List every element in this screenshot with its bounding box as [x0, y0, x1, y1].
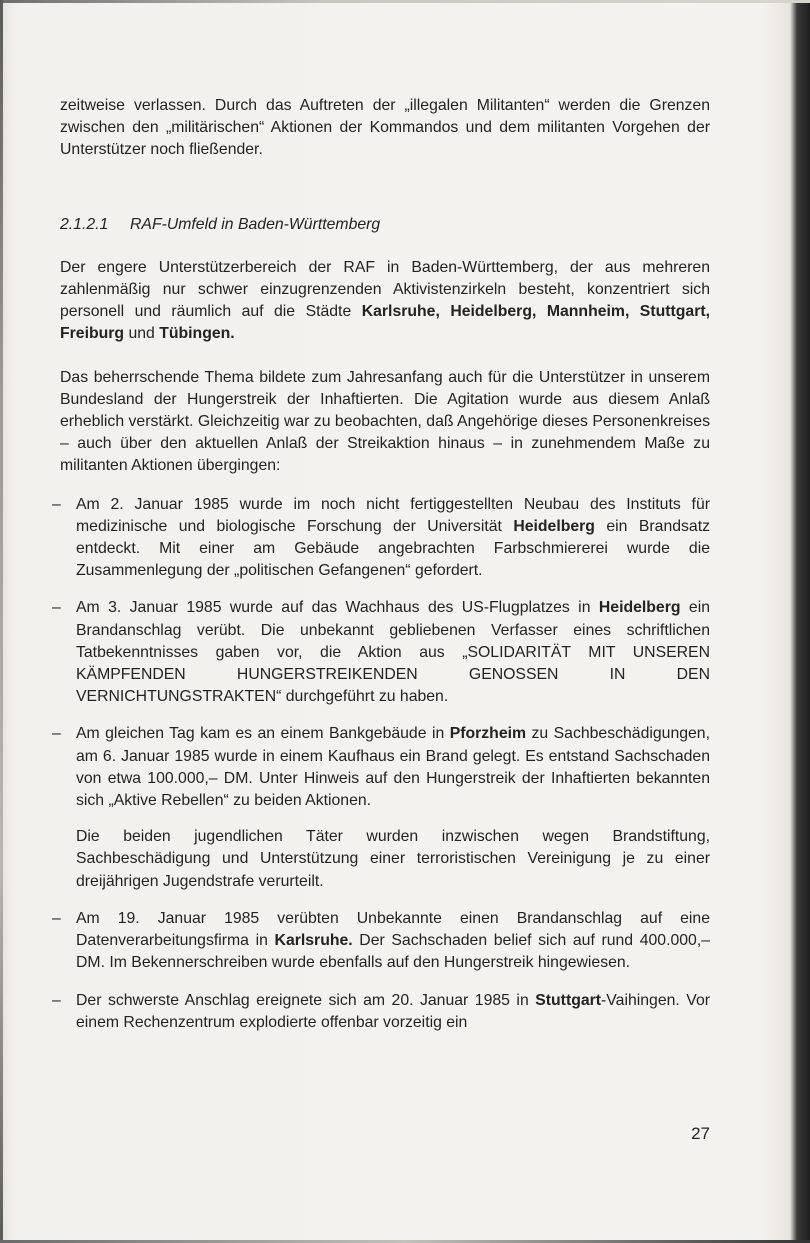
item-text: ein Brandanschlag verübt. Die unbekannt gebliebenen Verfasser eines schriftlichen Tatbekenntnisses gaben vor, die Aktion aus „SOLIDARITÄT MIT UNSEREN KÄMPFENDEN HUNGERSTREIKENDEN GENOSSEN IN DEN VERNICHTUNGSTRAKTEN“ durchgeführt zu haben. [76, 599, 710, 706]
incident-list [52, 494, 710, 1034]
list-item [52, 990, 710, 1034]
paragraph-thema: Das beherrschende Thema bildete zum Jahresanfang auch für die Unterstützer in unserem Bundesland der Hungerstreik der Inhaftierten. Die Agitation wurde aus diesem Anlaß erheblich verstärkt. Gleichzeitig war zu beobachten, daß Angehörige dieses Personenkreises – auch über den aktuellen Anlaß der Streikaktion hinaus – in zunehmendem Maße zu militanten Aktionen übergingen: [60, 368, 710, 475]
paragraph-umfeld [60, 257, 710, 346]
item-text: Der schwerste Anschlag ereignete sich am 20. Januar 1985 in [76, 991, 536, 1009]
item-text: ein Brandsatz entdeckt. Mit einer am Gebäude angebrachten Farbschmiererei wurde die Zusammenlegung der „politischen Gefangenen“ gefordert. [76, 517, 710, 580]
paragraph-umfeld-and: und [124, 325, 160, 343]
paragraph-umfeld-text: Der engere Unterstützerbereich der RAF in Baden-Württemberg, der aus mehreren zahlenmäßig nur schwer einzugrenzenden Aktivistenzirkeln besteht, konzentriert sich personell und räumlich auf die Städte [60, 258, 710, 321]
item-text: Der Sachschaden belief sich auf rund 400.000,– DM. Im Bekennerschreiben wurde ebenfalls auf den Hungerstreik hingewiesen. [76, 932, 710, 972]
section-number: 2.1.2.1 [60, 215, 109, 233]
paragraph-intro: zeitweise verlassen. Durch das Auftreten der „illegalen Militanten“ werden die Grenzen zwischen den „militärischen“ Aktionen der Kommandos und dem militanten Vorgehen der Unterstützer noch fließender. [60, 97, 710, 159]
dash-marker: – [52, 599, 61, 617]
cities-bold-2: Tübingen. [159, 325, 235, 343]
dash-marker: – [52, 991, 61, 1009]
item-subparagraph: Die beiden jugendlichen Täter wurden inzwischen wegen Brandstiftung, Sachbeschädigung und Unterstützung einer terroristischen Vereinigung je zu einer dreijährigen Jugendstrafe verurteilt. [76, 828, 710, 890]
item-text: Am 2. Januar 1985 wurde im noch nicht fertiggestellten Neubau des Instituts für medizinische und biologische Forschung der Universität [76, 495, 710, 535]
item-bold: Pforzheim [449, 725, 527, 743]
page-number: 27 [691, 1124, 710, 1143]
section-heading [60, 214, 710, 236]
item-text: -Vaihingen. Vor einem Rechenzentrum explodierte offenbar vorzeitig ein [76, 991, 710, 1031]
body-text [52, 95, 711, 1049]
dash-marker: – [52, 725, 61, 743]
dash-marker: – [52, 495, 61, 513]
item-bold: Heidelberg [513, 517, 595, 535]
list-item [52, 494, 710, 583]
list-item [52, 723, 710, 892]
section-title: RAF-Umfeld in Baden-Württemberg [130, 215, 381, 233]
item-text: zu Sachbeschädigungen, am 6. Januar 1985 wurde in einem Kaufhaus ein Brand gelegt. Es entstand Sachschaden von etwa 100.000,– DM. Unter Hinweis auf den Hungerstreik der Inhaftierten bekannten sich „Aktive Rebellen“ zu beiden Aktionen. [76, 725, 710, 810]
item-bold: Karlsruhe. [274, 932, 353, 950]
item-text: Am 3. Januar 1985 wurde auf das Wachhaus des US-Flugplatzes in [76, 599, 599, 617]
item-text: Am 19. Januar 1985 verübten Unbekannte einen Brandanschlag auf eine Datenverarbeitungsfirma in [76, 909, 710, 950]
item-bold: Heidelberg [598, 599, 681, 617]
list-item [52, 908, 710, 975]
page-edge-left [0, 0, 3, 1243]
dash-marker: – [52, 909, 61, 927]
item-text: Am gleichen Tag kam es an einem Bankgebäude in [76, 725, 450, 743]
item-bold: Stuttgart [535, 991, 602, 1009]
page-edge-top [0, 0, 810, 3]
cities-bold-1: Karlsruhe, Heidelberg, Mannheim, Stuttgart, Freiburg [60, 303, 711, 343]
list-item [52, 597, 710, 708]
